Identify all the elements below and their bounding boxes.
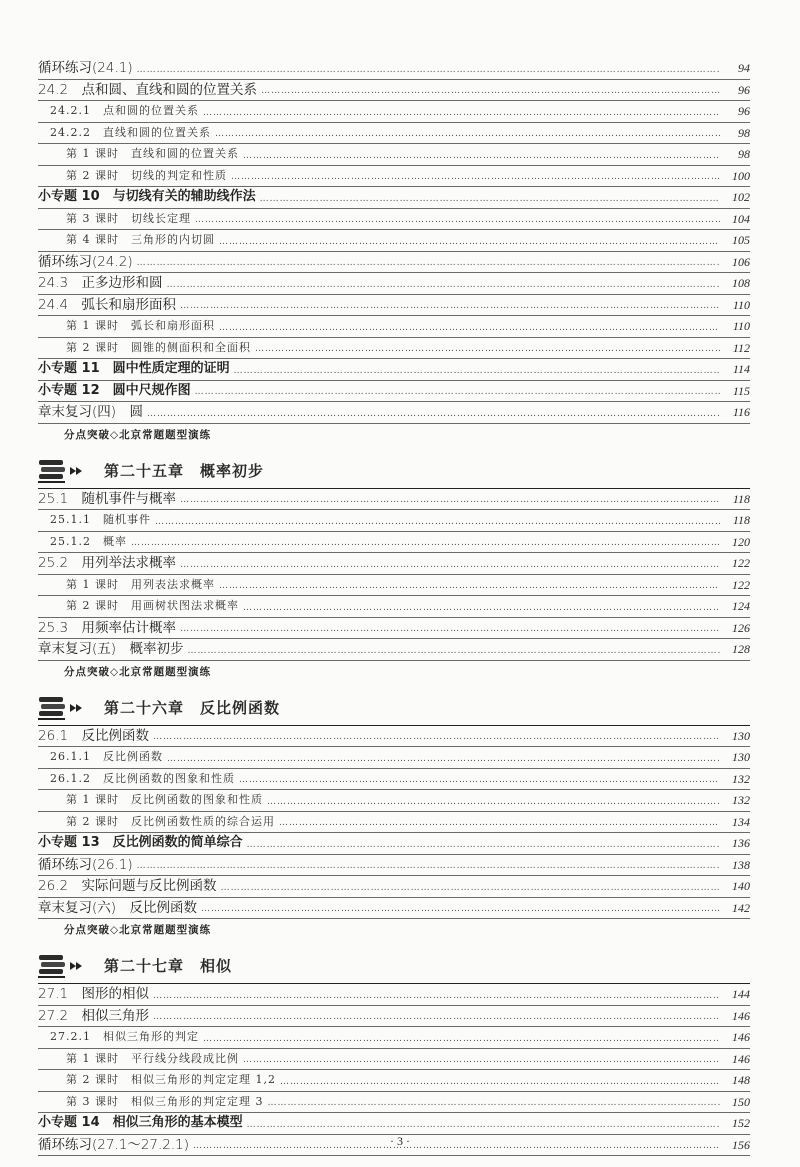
toc-page-number: 116 xyxy=(732,405,750,419)
leader-dots xyxy=(203,104,720,122)
leader-dots xyxy=(195,211,720,229)
leader-dots xyxy=(243,599,720,617)
book-stack-icon xyxy=(38,458,66,484)
leader-dots xyxy=(221,879,720,897)
toc-page-number: 136 xyxy=(732,836,750,850)
toc-entry xyxy=(38,532,750,554)
toc-entry xyxy=(38,747,750,769)
toc-page-number: 146 xyxy=(732,1030,750,1044)
toc-entry-title: 第 3 课时 相似三角形的判定定理 3 xyxy=(66,1094,264,1108)
toc-page-number: 126 xyxy=(732,620,750,635)
toc-entry xyxy=(38,295,750,317)
toc-entry xyxy=(38,489,750,511)
toc-entry xyxy=(38,101,750,123)
toc-entry-title: 小专题 10 与切线有关的辅助线作法 xyxy=(38,189,256,204)
toc-page-number: 114 xyxy=(732,362,750,376)
leader-dots xyxy=(280,1073,720,1091)
toc-special-topic-entry xyxy=(38,1113,750,1135)
toc-entry-title: 第 1 课时 反比例函数的图象和性质 xyxy=(66,793,263,806)
leader-dots xyxy=(131,534,720,552)
toc-entry-title: 第 2 课时 圆锥的侧面积和全面积 xyxy=(66,340,251,354)
toc-entry-title: 循环练习(24.2) xyxy=(38,253,133,270)
book-stack-icon xyxy=(38,695,66,721)
toc-entry xyxy=(38,553,750,575)
leader-dots xyxy=(260,190,720,208)
toc-page-number: 104 xyxy=(732,211,750,226)
leader-dots xyxy=(219,233,720,251)
leader-dots xyxy=(219,319,720,337)
leader-dots xyxy=(137,61,720,79)
leader-dots xyxy=(155,513,720,531)
toc-page-number: 100 xyxy=(732,168,750,183)
toc-entry xyxy=(38,769,750,791)
toc-entry-title: 26.1 反比例函数 xyxy=(38,727,150,744)
toc-entry xyxy=(38,510,750,532)
leader-dots xyxy=(188,642,720,660)
toc-page-number: 148 xyxy=(732,1073,750,1087)
chapter-heading xyxy=(38,454,750,489)
table-of-contents xyxy=(38,58,750,1156)
toc-entry-title: 小专题 11 圆中性质定理的证明 xyxy=(38,361,230,376)
toc-entry-title: 25.3 用频率估计概率 xyxy=(38,619,177,636)
toc-entry-title: 26.2 实际问题与反比例函数 xyxy=(38,878,217,894)
toc-page-number: 138 xyxy=(732,857,750,872)
toc-page-number: 132 xyxy=(732,793,750,807)
toc-special-topic-entry xyxy=(38,833,750,855)
toc-page-number: 130 xyxy=(732,750,750,764)
toc-special-topic-entry xyxy=(38,359,750,381)
toc-entry-title: 24.2.2 直线和圆的位置关系 xyxy=(50,125,211,139)
toc-page-number: 140 xyxy=(732,879,750,893)
leader-dots xyxy=(167,276,720,294)
toc-page-number: 146 xyxy=(732,1008,750,1023)
toc-entry xyxy=(38,575,750,597)
toc-entry xyxy=(38,618,750,640)
toc-entry xyxy=(38,123,750,145)
toc-page-number: 122 xyxy=(732,577,750,592)
toc-entry xyxy=(38,252,750,274)
toc-entry xyxy=(38,1006,750,1028)
leader-dots xyxy=(153,728,720,746)
leader-dots xyxy=(243,1051,720,1069)
toc-page-number: 144 xyxy=(732,987,750,1001)
toc-entry xyxy=(38,855,750,877)
toc-entry-title: 小专题 14 相似三角形的基本模型 xyxy=(38,1115,243,1130)
toc-entry xyxy=(38,876,750,898)
leader-dots xyxy=(137,254,720,272)
toc-entry xyxy=(38,273,750,295)
toc-page-number: 120 xyxy=(732,534,750,549)
toc-entry xyxy=(38,596,750,618)
leader-dots xyxy=(167,750,720,768)
double-arrow-icon xyxy=(70,955,84,963)
toc-page-number: 106 xyxy=(732,254,750,269)
toc-entry xyxy=(38,338,750,360)
toc-entry-title: 25.1.1 随机事件 xyxy=(50,513,151,526)
toc-entry-title: 第 3 课时 切线长定理 xyxy=(66,211,191,225)
leader-dots xyxy=(243,147,720,165)
leader-dots xyxy=(247,1116,720,1134)
leader-dots xyxy=(180,620,720,638)
toc-page-number: 105 xyxy=(732,233,750,247)
toc-entry-title: 25.1 随机事件与概率 xyxy=(38,490,177,507)
toc-entry-title: 第 2 课时 用画树状图法求概率 xyxy=(66,599,239,612)
leader-dots xyxy=(234,362,720,380)
toc-page-number: 150 xyxy=(732,1094,750,1109)
toc-page-number: 108 xyxy=(732,276,750,290)
toc-page-number: 134 xyxy=(732,814,750,829)
toc-page-number: 98 xyxy=(738,125,750,140)
double-arrow-icon xyxy=(70,460,84,468)
toc-page-number: 156 xyxy=(732,1137,750,1152)
leader-dots xyxy=(231,168,720,186)
toc-page-number: 94 xyxy=(738,61,750,75)
leader-dots xyxy=(203,1030,720,1048)
toc-entry-title: 第 1 课时 平行线分线段成比例 xyxy=(66,1051,239,1065)
toc-page-number: 110 xyxy=(732,297,750,312)
toc-entry xyxy=(38,316,750,338)
chapter-heading xyxy=(38,691,750,726)
leader-dots xyxy=(261,82,720,100)
toc-page-number: 132 xyxy=(732,771,750,786)
chapter-title: 第二十五章 概率初步 xyxy=(104,461,265,480)
leader-dots xyxy=(201,900,720,918)
toc-entry-title: 章末复习(六) 反比例函数 xyxy=(38,899,198,916)
double-arrow-icon xyxy=(70,697,84,705)
toc-entry-title: 章末复习(五) 概率初步 xyxy=(38,641,184,657)
toc-entry-title: 26.1.2 反比例函数的图象和性质 xyxy=(50,771,235,785)
toc-page-number: 142 xyxy=(732,900,750,915)
toc-page-number: 118 xyxy=(732,491,750,506)
leader-dots xyxy=(180,556,720,574)
toc-entry xyxy=(38,898,750,920)
chapter-note: 分点突破◇北京常题题型演练 xyxy=(64,428,212,441)
toc-page-number: 96 xyxy=(738,82,750,97)
toc-entry-title: 24.3 正多边形和圆 xyxy=(38,275,163,291)
toc-entry xyxy=(38,58,750,80)
toc-page-number: 112 xyxy=(732,340,750,355)
toc-page-number: 115 xyxy=(732,383,750,398)
leader-dots xyxy=(219,577,720,595)
leader-dots xyxy=(239,771,720,789)
page-number: · 3 · xyxy=(390,1134,410,1148)
leader-dots xyxy=(153,1008,720,1026)
toc-entry-title: 24.2 点和圆、直线和圆的位置关系 xyxy=(38,81,258,98)
toc-entry xyxy=(38,80,750,102)
chapter-title: 第二十六章 反比例函数 xyxy=(104,698,281,717)
leader-dots xyxy=(180,491,720,509)
toc-page-number: 146 xyxy=(732,1051,750,1066)
chapter-title: 第二十七章 相似 xyxy=(104,957,233,975)
toc-entry xyxy=(38,1070,750,1092)
chapter-heading xyxy=(38,949,750,984)
toc-entry-title: 27.1 图形的相似 xyxy=(38,986,150,1002)
leader-dots xyxy=(279,814,720,832)
chapter-note: 分点突破◇北京常题题型演练 xyxy=(64,924,212,936)
toc-entry-title: 24.4 弧长和扇形面积 xyxy=(38,296,177,313)
toc-entry-title: 第 1 课时 弧长和扇形面积 xyxy=(66,319,215,332)
leader-dots xyxy=(255,340,720,358)
toc-entry-title: 循环练习(27.1～27.2.1) xyxy=(38,1136,190,1153)
toc-entry-title: 25.1.2 概率 xyxy=(50,534,127,548)
toc-entry xyxy=(38,726,750,748)
toc-entry xyxy=(38,639,750,661)
toc-special-topic-entry xyxy=(38,187,750,209)
toc-page-number: 118 xyxy=(732,513,750,527)
chapter-note: 分点突破◇北京常题题型演练 xyxy=(64,665,212,678)
toc-entry xyxy=(38,790,750,812)
toc-entry xyxy=(38,1049,750,1071)
leader-dots xyxy=(215,125,720,143)
toc-page-number: 98 xyxy=(738,147,750,161)
toc-entry xyxy=(38,984,750,1006)
toc-page-number: 130 xyxy=(732,728,750,743)
toc-entry-title: 第 2 课时 反比例函数性质的综合运用 xyxy=(66,814,275,828)
leader-dots xyxy=(267,793,720,811)
toc-entry xyxy=(38,402,750,424)
toc-entry xyxy=(38,1027,750,1049)
toc-entry-title: 第 2 课时 相似三角形的判定定理 1,2 xyxy=(66,1073,276,1086)
toc-entry xyxy=(38,1092,750,1114)
toc-entry-title: 小专题 13 反比例函数的简单综合 xyxy=(38,835,243,850)
toc-entry-title: 第 4 课时 三角形的内切圆 xyxy=(66,233,215,246)
toc-entry-title: 25.2 用列举法求概率 xyxy=(38,555,177,571)
toc-entry xyxy=(38,812,750,834)
toc-entry xyxy=(38,209,750,231)
toc-page-number: 96 xyxy=(738,104,750,118)
toc-entry xyxy=(38,166,750,188)
toc-entry-title: 第 1 课时 直线和圆的位置关系 xyxy=(66,147,239,160)
toc-entry-title: 24.2.1 点和圆的位置关系 xyxy=(50,104,199,117)
leader-dots xyxy=(195,383,720,401)
toc-entry-title: 第 2 课时 切线的判定和性质 xyxy=(66,168,227,182)
toc-entry-title: 27.2.1 相似三角形的判定 xyxy=(50,1030,199,1043)
leader-dots xyxy=(153,987,720,1005)
toc-entry-title: 循环练习(26.1) xyxy=(38,856,133,873)
leader-dots xyxy=(180,297,720,315)
toc-entry-title: 章末复习(四) 圆 xyxy=(38,404,144,420)
leader-dots xyxy=(247,836,720,854)
toc-page-number: 128 xyxy=(732,642,750,656)
toc-entry-title: 小专题 12 圆中尺规作图 xyxy=(38,382,191,398)
toc-entry-title: 26.1.1 反比例函数 xyxy=(50,750,163,763)
toc-entry-title: 27.2 相似三角形 xyxy=(38,1007,150,1024)
toc-entry xyxy=(38,144,750,166)
toc-page-number: 102 xyxy=(732,190,750,204)
toc-entry xyxy=(38,230,750,252)
toc-entry-title: 第 1 课时 用列表法求概率 xyxy=(66,577,215,591)
leader-dots xyxy=(137,857,720,875)
leader-dots xyxy=(147,405,720,423)
toc-entry-title: 循环练习(24.1) xyxy=(38,60,133,76)
toc-special-topic-entry xyxy=(38,381,750,403)
toc-page-number: 124 xyxy=(732,599,750,613)
leader-dots xyxy=(268,1094,721,1112)
toc-page-number: 122 xyxy=(732,556,750,570)
toc-page-number: 152 xyxy=(732,1116,750,1130)
book-stack-icon xyxy=(38,953,66,979)
toc-page-number: 110 xyxy=(732,319,750,333)
